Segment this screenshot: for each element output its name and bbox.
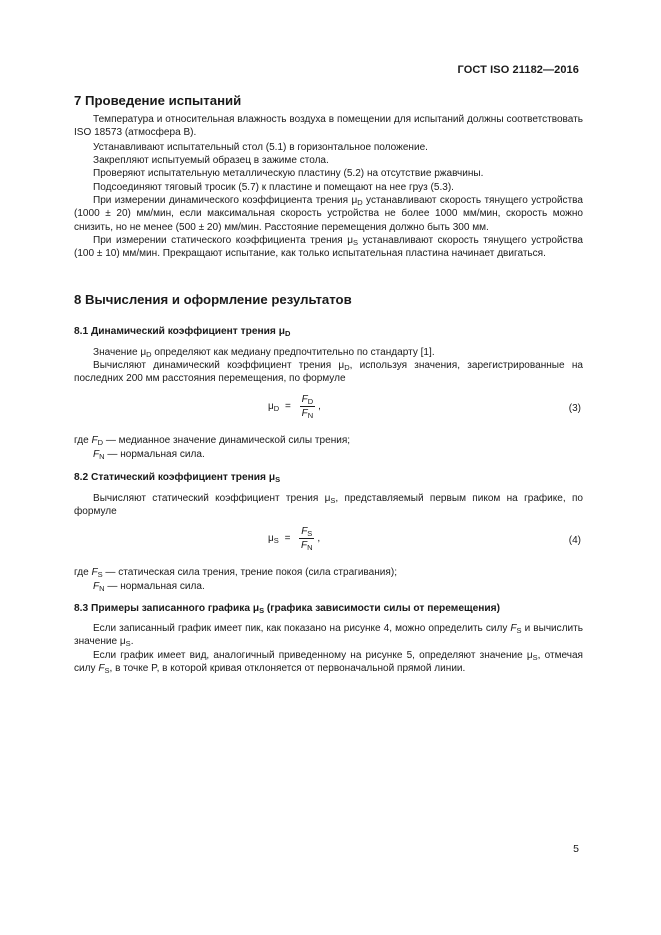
subsection-8-2-title: 8.2 Статический коэффициент трения μS <box>74 472 281 484</box>
s82-where-1: где FS — статическая сила трения, трение покоя (сила страгивания); <box>74 567 397 579</box>
s83-paragraph-1: Если записанный график имеет пик, как показано на рисунке 4, можно определить силу FS и вычислить значение μS. <box>74 623 584 649</box>
section-8-title: 8 Вычисления и оформление результатов <box>74 292 352 307</box>
page-number: 5 <box>573 843 579 855</box>
s7-paragraph-2: Устанавливают испытательный стол (5.1) в горизонтальное положение. <box>93 142 428 153</box>
s81-paragraph-1: Значение μD определяют как медиану предпочтительно по стандарту [1]. <box>93 347 435 359</box>
s7-paragraph-7: При измерении статического коэффициента трения μS устанавливают скорость тянущего устройства (100 ± 10) мм/мин. Прекращают испытание, как только испытательная пластина начинает двигаться. <box>74 235 584 260</box>
s81-where-1: где FD — медианное значение динамической силы трения; <box>74 435 351 447</box>
s7-paragraph-1-text: Температура и относительная влажность воздуха в помещении для испытаний должны соответствовать ISO 18573 (атмосфера В). <box>74 114 583 139</box>
s82-paragraph-1: Вычисляют статический коэффициент трения μS, представляемый первым пиком на графике, по формуле <box>74 493 583 518</box>
formula-4: $\mu_S$ = $\frac{F_S}{F_N}$ , <box>268 526 321 552</box>
section-7-title: 7 Проведение испытаний <box>74 93 242 108</box>
subsection-8-1-title: 8.1 Динамический коэффициент трения μD <box>74 326 291 338</box>
s7-paragraph-5: Подсоединяют тяговый тросик (5.7) к пластине и помещают на нее груз (5.3). <box>93 182 454 193</box>
equation-number-4: (4) <box>568 535 581 546</box>
s7-paragraph-3: Закрепляют испытуемый образец в зажиме стола. <box>93 155 329 166</box>
s83-paragraph-2: Если график имеет вид, аналогичный приведенному на рисунке 5, определяют значение μS, отмечая силу FS, в точке P, в которой кривая отклоняется от первоначальной прямой линии. <box>74 650 583 676</box>
document-id: ГОСТ ISO 21182—2016 <box>457 64 579 76</box>
s81-where-2: FN — нормальная сила. <box>93 449 205 461</box>
s7-paragraph-6: При измерении динамического коэффициента трения μD устанавливают скорость тянущего устройства (1000 ± 20) мм/мин, если максимальная скорость устройства не более 1000 мм/мин, скорость можно снизить, но не менее (500 ± 20) мм/мин. Расстояние перемещения должно быть 300 мм. <box>74 195 583 233</box>
s82-where-2: FN — нормальная сила. <box>93 581 205 593</box>
s81-paragraph-2: Вычисляют динамический коэффициент трения μD, используя значения, зарегистрированные на последних 200 мм расстояния перемещения, по формуле <box>74 360 583 385</box>
s7-paragraph-4: Проверяют испытательную металлическую пластину (5.2) на отсутствие ржавчины. <box>93 168 484 179</box>
formula-3: $\mu_D$ = $\frac{F_D}{F_N}$ , <box>268 394 321 420</box>
subsection-8-3-title: 8.3 Примеры записанного графика μS (графика зависимости силы от перемещения) <box>74 603 501 615</box>
equation-number-3: (3) <box>568 403 581 414</box>
